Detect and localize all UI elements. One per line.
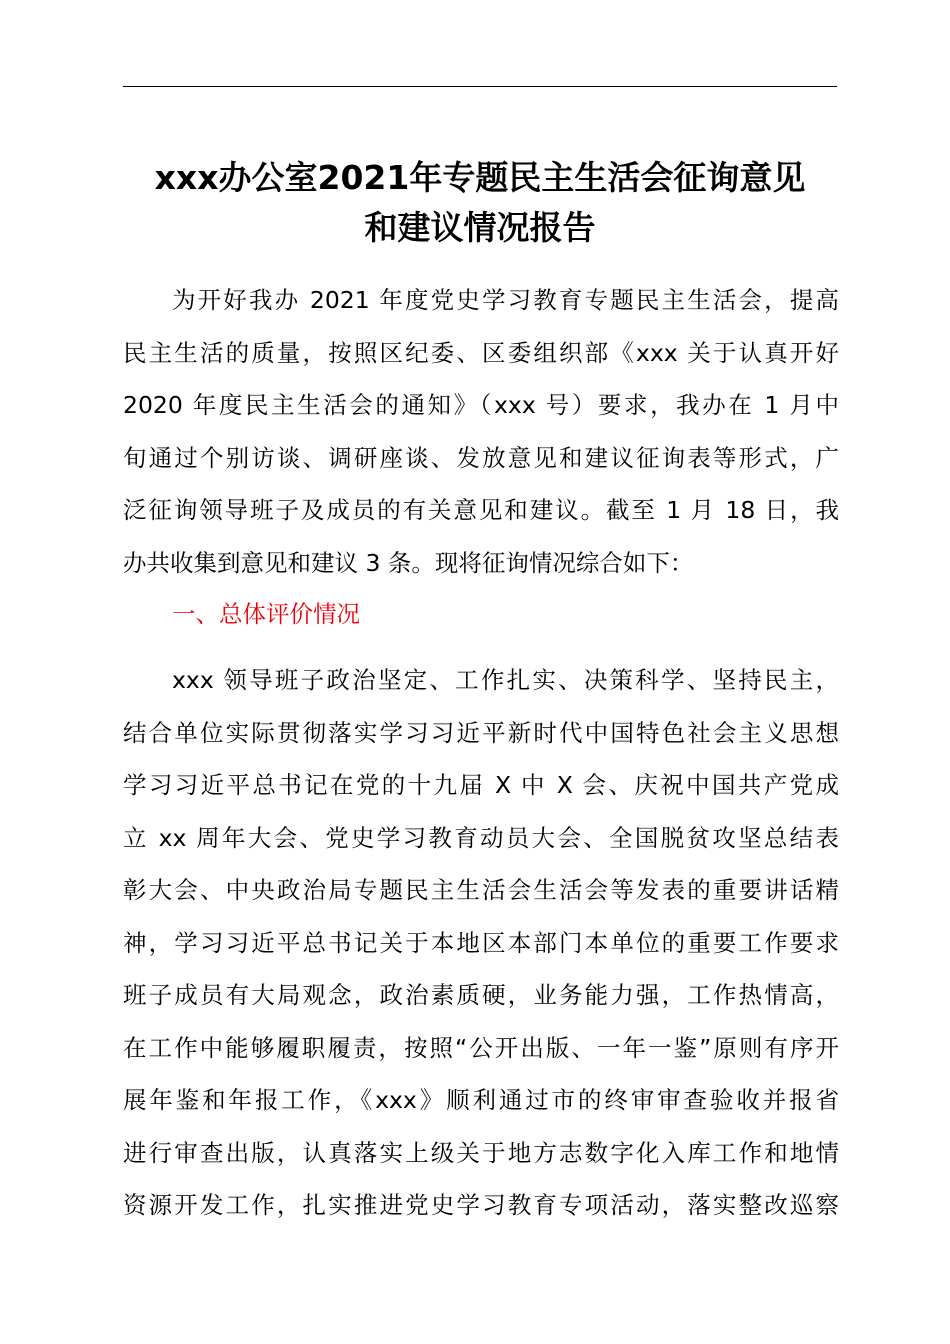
paragraph-line: 结合单位实际贯彻落实学习习近平新时代中国特色社会主义思想	[123, 718, 839, 747]
paragraph-line: xxx 领导班子政治坚定、工作扎实、决策科学、坚持民主，	[172, 666, 839, 694]
paragraph-line: 资源开发工作，扎实推进党史学习教育专项活动，落实整改巡察	[123, 1191, 839, 1219]
title-line-2: 和建议情况报告	[364, 208, 596, 247]
paragraph-line: 民主生活的质量，按照区纪委、区委组织部《xxx 关于认真开好	[123, 338, 839, 367]
paragraph-line: 展年鉴和年报工作，《xxx》顺利通过市的终审审查验收并报省	[123, 1086, 839, 1114]
paragraph-line: 旬通过个别访谈、调研座谈、发放意见和建议征询表等形式，广	[123, 443, 839, 472]
paragraph-line: 立 xx 周年大会、党史学习教育动员大会、全国脱贫攻坚总结表	[123, 823, 839, 852]
paragraph-evaluation	[123, 654, 839, 1232]
paragraph-line: 2020 年度民主生活会的通知》（xxx 号）要求，我办在 1 月中	[123, 391, 839, 419]
paragraph-line: 学习习近平总书记在党的十九届 X 中 X 会、庆祝中国共产党成	[123, 771, 839, 799]
section-heading-overall-evaluation: 一、总体评价情况	[172, 600, 360, 628]
paragraph-line: 泛征询领导班子及成员的有关意见和建议。截至 1 月 18 日，我	[123, 496, 839, 524]
header-rule	[123, 86, 837, 87]
paragraph-line: 进行审查出版，认真落实上级关于地方志数字化入库工作和地情	[123, 1138, 839, 1167]
paragraph-line: 为开好我办 2021 年度党史学习教育专题民主生活会，提高	[172, 286, 839, 314]
document-title	[118, 153, 842, 253]
paragraph-intro	[123, 274, 839, 589]
paragraph-line: 办共收集到意见和建议 3 条。现将征询情况综合如下：	[123, 548, 694, 577]
paragraph-line: 神，学习习近平总书记关于本地区本部门本单位的重要工作要求	[123, 928, 839, 957]
title-line-1: xxx办公室2021年专题民主生活会征询意见	[154, 158, 806, 197]
paragraph-line: 彰大会、中央政治局专题民主生活会生活会等发表的重要讲话精	[123, 876, 839, 904]
paragraph-line: 在工作中能够履职履责，按照“公开出版、一年一鉴”原则有序开	[123, 1033, 839, 1062]
paragraph-line: 班子成员有大局观念，政治素质硬，业务能力强，工作热情高，	[123, 981, 839, 1009]
